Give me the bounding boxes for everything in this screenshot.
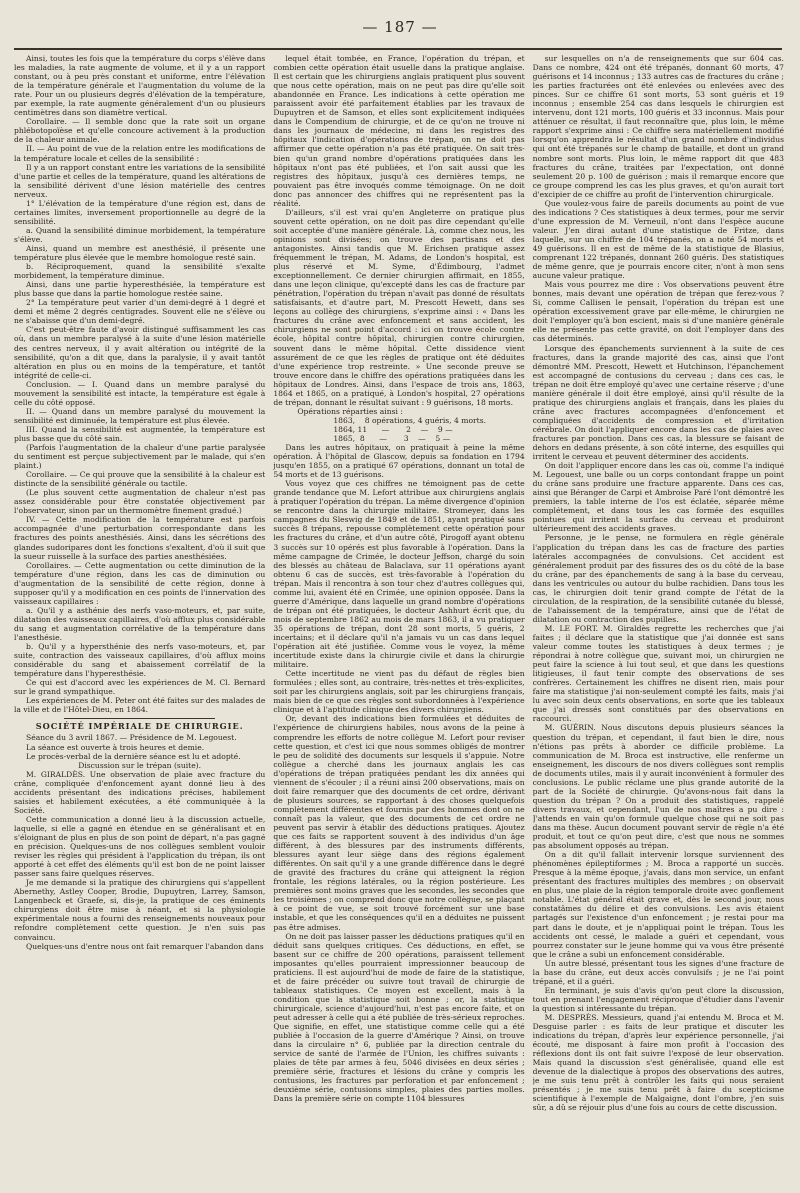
paragraph: M. GIRALDÈS. Une observation de plaie avec fracture du crâne, compliquée d'enfoncement ayant donné lieu à des accidents présentant des indications précises, habilement saisies et habilement exécutées, a été communiquée à la Société. — [14, 769, 266, 815]
paragraph: III. Quand la sensibilité est augmentée, la température est plus basse que du côté sain. — [14, 424, 266, 443]
paragraph: 2° La température peut varier d'un demi-degré à 1 degré et demi et même 2 degrés centigrades. Souvent elle ne s'élève ou ne s'abaisse que d'un demi-degré. — [14, 298, 266, 326]
opening-line: La séance est ouverte à trois heures et demie. — [26, 742, 205, 752]
paragraph: On doit l'appliquer encore dans les cas où, comme l'a indiqué M. Legouest, une balle ou un corps contondant frappe un point du crâne sans produire une fracture apparente. Dans ces cas, ainsi que Béranger de Carpi et Ambroise Paré l'ont démontré les premiers, la table interne de l'os est éclatée, séparée même complétement, et dans tous les cas formée des esquilles pointues qui irritent la surface du cerveau et produiront ultérieurement des accidents graves. — [532, 461, 784, 534]
paragraph: Un autre blessé, présentant tous les signes d'une fracture de la base du crâne, eut deux accès convulsifs ; je ne l'ai point trépané, et il a guéri. — [532, 958, 784, 986]
section-divider — [64, 718, 215, 719]
paragraph: II. — Quand dans un membre paralysé du mouvement la sensibilité est diminuée, la température est plus élevée. — [14, 406, 266, 425]
paragraph: Que voulez-vous faire de pareils documents au point de vue des indications ? Ces statistiques à deux termes, pour me servir d'une expression de M. Verneuil, n'ont dans l'espèce aucune valeur. J'en dirai autant d'une statistique de Fritze, dans laquelle, sur un chiffre de 104 trépanés, on a noté 54 morts et 49 guérisons. Il en est de même de la statistique de Blasius, comprenant 122 trépanés, donnant 260 guéris. Des statistiques de même genre, que je pourrais encore citer, n'ont à mon sens aucune valeur pratique. — [532, 198, 784, 281]
paragraph: Mais vous pourrez me dire : Vos observations peuvent être bonnes, mais devant une opération de trépan que ferez-vous ? Si, comme Callisen le pensait, l'opération du trépan est une opération excessivement grave par elle-même, le chirurgien ne doit l'employer qu'à bon escient, mais si d'une manière générale elle ne présente pas cette gravité, on doit l'employer dans des cas déterminés. — [532, 280, 784, 344]
session-line: Séance du 3 avril 1867. — Présidence de M. Legouest. — [26, 733, 237, 743]
discussion-heading: Discussion sur le trépan (suite). — [78, 760, 202, 770]
paragraph: Corollaire. — Il semble donc que la rate soit un organe phlébotopoïèse et qu'elle concoure activement à la production de la chaleur animale. — [14, 117, 266, 145]
minutes-line: Le procès-verbal de la dernière séance est lu et adopté. — [26, 751, 241, 761]
text-columns — [14, 54, 784, 1182]
paragraph: Conclusion. — I. Quand dans un membre paralysé du mouvement la sensibilité est intacte, la température est égale à celle du côté opposé. — [14, 379, 266, 407]
paragraph: Cette incertitude ne vient pas du défaut de règles bien formulées ; elles sont, au contraire, très-nettes et très-explicites, soit par les chirurgiens anglais, soit par les chirurgiens français, mais bien de ce que ces règles sont subordonnées à l'expérience clinique et à l'aptitude clinique des divers chirurgiens. — [273, 669, 525, 715]
paragraph: Personne, je le pense, ne formulera en règle générale l'application du trépan dans les cas de fracture des parties latérales accompagnées de convulsions. Cet accident est généralement produit par des fissures des os du côté de la base du crâne, par des épanchements de sang à la base du cerveau, dans les ventricules ou autour du bulbe rachidien. Dans tous les cas, le chirurgien doit tenir grand compte de l'état de la circulation, de la respiration, de la sensibilité cutanée du blessé, de l'abaissement de la température, ainsi que de l'état de dilatation ou contraction des pupilles. — [532, 533, 784, 624]
column-middle — [273, 54, 524, 1182]
column-right — [533, 54, 784, 1182]
paragraph: D'ailleurs, s'il est vrai qu'en Angleterre on pratique plus souvent cette opération, on ne doit pas dire cependant qu'elle soit acceptée d'une manière générale. Là, comme chez nous, les opinions sont divisées; on trouve des partisans et des antagonistes. Ainsi tandis que M. Erichsen pratique assez fréquemment le trépan, M. Adams, de London's hospital, est plus réservé et M. Syme, d'Édimbourg, l'admet exceptionnellement. Ce dernier chirurgien affirmait, en 1855, dans une leçon clinique, qu'excepté dans les cas de fracture par pénétration, l'opération du trépan n'avait pas donné de résultats satisfaisants, et d'autre part, M. Prescott Hewett, dans ses leçons au collège des chirurgiens, s'exprime ainsi : « Dans les fractures du crâne avec enfoncement et sans accident, les chirurgiens ne sont point d'accord : ici on trouve école contre école, hôpital contre hôpital, chirurgien contre chirurgien, souvent dans le même hôpital. Cette dissidence vient assurément de ce que les règles de pratique ont été déduites d'une expérience trop restreinte. » Une seconde preuve se trouve encore dans le chiffre des opérations pratiquées dans les hôpitaux de Londres. Ainsi, dans l'espace de trois ans, 1863, 1864 et 1865, on a pratiqué, à London's hospital, 27 opérations de trépan, donnant le résultat suivant : 9 guérisons, 18 morts. — [273, 207, 525, 407]
paragraph: Or, devant des indications bien formulées et déduites de l'expérience de chirurgiens habiles, nous avons de la peine à comprendre les efforts de notre collègue M. Lefort pour reviser cette question, et c'est ici que nous sommes obligés de montrer le peu de solidité des documents sur lesquels il s'appuie. Notre collègue a cherché dans les journaux anglais les cas d'opérations de trépan pratiquées pendant les dix années qui viennent de s'écouler ; il a réuni ainsi 200 observations, mais on doit faire remarquer que des documents de cet ordre, dérivant de plusieurs sources, se rapportant à des choses quelquefois complètement différentes et fournis par des hommes dont on ne connaît pas la valeur, que des documents de cet ordre ne peuvent pas servir à établir des déductions pratiques. Ajoutez que ces faits se rapportent souvent à des individus d'un âge différent, à des blessures par des instruments différents, blessures ayant leur siège dans des régions également différentes. On sait qu'il y a une grande différence dans le degré de gravité des fractures du crâne qui atteignent la région frontale, les régions latérales, ou la région postérieure. Les premières sont moins graves que les secondes, les secondes que les troisièmes ; on comprend donc que notre collègue, se plaçant à ce point de vue, se soit trouvé forcément sur une base instable, et que les conséquences qu'il en a déduites ne puissent pas être admises. — [273, 714, 525, 932]
paragraph: En terminant, je suis d'avis qu'on peut clore la discussion, tout en prenant l'engagement réciproque d'étudier dans l'avenir la question si intéressante du trépan. — [532, 985, 784, 1013]
paragraph: Quelques-uns d'entre nous ont fait remarquer l'abandon dans — [26, 941, 264, 951]
operations-row: 1864, 11 — 2 — 9 — — [333, 424, 453, 434]
paragraph: (Le plus souvent cette augmentation de chaleur n'est pas assez considérable pour être constatée objectivement par l'observateur, sinon par un thermomètre finement gradué.) — [14, 488, 266, 516]
operations-row: 1863, 8 opérations, 4 guéris, 4 morts. — [333, 415, 487, 425]
paragraph: a. Qu'il y a asthénie des nerfs vaso-moteurs, et, par suite, dilatation des vaisseaux capillaires, d'où afflux plus considérable du sang et augmentation corrélative de la température dans l'anesthésie. — [14, 605, 266, 642]
paragraph: a. Quand la sensibilité diminue morbidement, la température s'élève. — [14, 225, 266, 244]
paragraph: Il y a un rapport constant entre les variations de la sensibilité d'une partie et celles de la température, quand les altérations de la sensibilité dérivent d'une lésion matérielle des centres nerveux. — [14, 162, 266, 199]
paragraph: Vous voyez que ces chiffres ne témoignent pas de cette grande tendance que M. Lefort attribue aux chirurgiens anglais à pratiquer l'opération du trépan. La même divergence d'opinion se rencontre dans la chirurgie militaire. Stromeyer, dans les campagnes du Sleswig de 1849 et de 1851, ayant pratiqué sans succès 8 trépans, repousse complètement cette opération pour les fractures du crâne, et d'un autre côté, Pirogoff ayant obtenu 3 succès sur 10 opérés est plus favorable à l'opération. Dans la même campagne de Crimée, le docteur Jeffson, chargé du soin des blessés au château de Balaclava, sur 11 opérations ayant obtenu 6 cas de succès, est très-favorable à l'opération du trépan. Mais il rencontra à son tour chez d'autres collègues qui, comme lui, avaient été en Crimée, une opinion opposée. Dans la guerre d'Amérique, dans laquelle un grand nombre d'opérations de trépan ont été pratiquées, le docteur Ashhurt écrit que, du mois de septembre 1862 au mois de mars 1863, il a vu pratiquer 35 opérations de trépan, dont 28 sont morts, 5 guéris, 2 incertains; et il déclare qu'il n'a jamais vu un cas dans lequel l'opération ait été justifiée. Comme vous le voyez, la même incertitude existe dans la chirurgie civile et dans la chirurgie militaire. — [273, 479, 525, 670]
paragraph: On ne doit pas laisser passer les déductions pratiques qu'il en déduit sans quelques critiques. Ces déductions, en effet, se basent sur ce chiffre de 200 opérations, paraissent tellement imposantes qu'elles pourraient impressionner beaucoup de praticiens. Il est aujourd'hui de mode de faire de la statistique, et de faire précéder ou suivre tout travail de chirurgie de tableaux statistiques. Ce moyen est excellent, mais à la condition que la statistique soit bonne ; or, la statistique chirurgicale, science d'aujourd'hui, n'est pas encore faite, et on peut adresser à celle qui a été publiée de très-sérieux reproches. Que signifie, en effet, une statistique comme celle qui a été publiée à l'occasion de la guerre d'Amérique ? Ainsi, on trouve dans la circulaire n° 6, publiée par la direction centrale du service de santé de l'armée de l'Union, les chiffres suivants : plaies de tête par armes à feu, 5046 divisées en deux séries ; première série, fractures et lésions du crâne y compris les contusions, les fractures par perforation et par enfoncement ; deuxième série, contusions simples, plaies des parties molles. Dans la première série on compte 1104 blessures — [273, 931, 525, 1104]
paragraph: Corollaires. — Cette augmentation ou cette diminution de la température d'une région, dans les cas de diminution ou d'augmentation de la sensibilité de cette région, donne à supposer qu'il y a modification en ces points de l'innervation des vaisseaux capillaires : — [14, 560, 266, 606]
paragraph: b. Réciproquement, quand la sensibilité s'exalte morbidement, la température diminue. — [14, 262, 266, 281]
paragraph: IV. — Cette modification de la température est parfois accompagnée d'une perturbation correspondante dans les fractures des points anesthésiés. Ainsi, dans les sécrétions des glandes sudoripares dont les fonctions s'exaltent, d'où il suit que la sueur ruisselle à la surface des parties anesthésiées. — [14, 515, 266, 561]
paragraph: M. DESPRÈS. Messieurs, quand j'ai entendu M. Broca et M. Desguise parler : es faits de leur pratique et discuter les indications du trépan, d'après leur expérience personnelle, j'ai écouté, me disposant à faire mon profit à l'occasion des réflexions dont ils ont fait suivre l'exposé de leur observation. Mais quand la discussion s'est généralisée, quand elle est devenue de la dialectique à propos des observations des autres, je me suis tenu prêt à contrôler les faits qui nous seraient présentés ; je me suis tenu prêt à faire du scepticisme scientifique à l'exemple de Malgaigne, dont l'ombre, j'en suis sûr, a dû se réjouir plus d'une fois au cours de cette discussion. — [532, 1012, 784, 1113]
operations-intro: Opérations réparties ainsi : — [297, 406, 403, 416]
paragraph: M. GUÉRIN. Nous discutons depuis plusieurs séances la question du trépan, et cependant, il faut bien le dire, nous n'étions pas prêts à aborder ce difficile problème. La communication de M. Broca est instructive, elle renferme un enseignement, les discours de nos divers collègues sont remplis de documents utiles, mais il y aurait inconvénient à formuler des conclusions. Le public réclame une plus grande autorité de la part de la Société de chirurgie. Qu'avons-nous fait dans la question du trépan ? On a produit des statistiques, rappelé divers travaux, et cependant, l'un de nos maîtres a pu dire : J'attends en vain qu'on formule quelque chose qui ne soit pas dans ma thèse. Aucun document pouvant servir de règle n'a été produit, et tout ce qu'on peut dire, c'est que nous ne sommes pas absolument opposés au trépan. — [532, 723, 784, 851]
paragraph: Dans les autres hôpitaux, on pratiquait à peine la même opération. À l'hôpital de Glascow, depuis sa fondation en 1794 jusqu'en 1855, on a pratiqué 67 opérations, donnant un total de 54 morts et de 13 guérisons. — [273, 443, 525, 480]
paragraph: Ainsi, quand un membre est anesthésié, il présente une température plus élevée que le membre homologue resté sain. — [14, 243, 266, 263]
column-left — [14, 54, 265, 1182]
paragraph: sur lesquelles on n'a de renseignements que sur 604 cas. Dans ce nombre, 424 ont été trépanés, donnant 60 morts, 47 guérisons et 14 inconnus ; 133 autres cas de fractures du crâne ; les parties fracturées ont été enlevées ou enlevées avec des pinces. Sur ce chiffre 61 sont morts, 53 sont guéris et 19 inconnus ; ensemble 254 cas dans lesquels le chirurgien est intervenu, dont 121 morts, 100 guéris et 33 inconnus. Mais pour atténuer ce résultat, il faut reconnaître que, plus loin, le même rapport s'exprime ainsi : Ce chiffre sera matériellement modifié lorsqu'on apprendra le résultat d'un grand nombre d'individus qui ont été trépanés sur le champ de bataille, et dont un grand nombre sont morts. Plus loin, le même rapport dit que 483 fractures du crâne, traitées par l'expectation, ont donné seulement 20 p. 100 de guérison ; mais il remarque encore que ce groupe comprend les cas les plus graves, et qu'on aurait tort d'excipier de ce chiffre au profit de l'intervention chirurgicale. — [532, 54, 784, 199]
paragraph: Je me demande si la pratique des chirurgiens qui s'appellent Abernethy, Astley Cooper, Brodie, Dupuytren, Larrey, Samson, Langenbeck et Graefe, si, dis-je, la pratique de ces éminents chirurgiens doit être mise à néant, et si la physiologie expérimentale nous a fourni des renseignements nouveaux pour refondre complètement cette question. Je n'en suis pas convaincu. — [14, 878, 266, 942]
paragraph: Cette communication a donné lieu à la discussion actuelle, laquelle, si elle a gagné en étendue en se généralisant et en s'éloignant de plus en plus de son point de départ, n'a pas gagné en précision. Quelques-uns de nos collègues semblent vouloir reviser les règles qui président à l'application du trépan, ils ont apporté à cet effet des éléments qu'il est bon de ne point laisser passer sans faire quelques réserves. — [14, 814, 266, 879]
operations-row: 1865, 8 — 3 — 5 — — [333, 433, 451, 443]
paragraph: (Parfois l'augmentation de la chaleur d'une partie paralysée du sentiment est perçue subjectivement par le malade, qui s'en plaint.) — [14, 443, 266, 471]
society-heading: SOCIÉTÉ IMPÉRIALE DE CHIRURGIE. — [35, 721, 244, 732]
page-number: — 187 — — [362, 18, 438, 36]
paragraph: Les expériences de M. Peter ont été faites sur des malades de la ville et de l'Hôtel-Dieu, en 1864. — [14, 696, 266, 715]
paragraph: M. LE FORT. M. Giraldès regrette les recherches que j'ai faites ; il déclare que la statistique que j'ai donnée est sans valeur comme toutes les statistiques à deux termes ; je répondrai à notre collègue que, suivant moi, un chirurgien ne peut faire la science à lui tout seul, et que dans les questions litigieuses, il faut tenir compte des observations de ses confrères. Certainement les chiffres ne disent rien, mais pour faire ma statistique j'ai non-seulement compté les faits, mais j'ai lu avec soin deux cents observations, en sorte que les tableaux que j'ai dressés sont constitués par des observations en raccourci. — [532, 623, 784, 724]
paragraph: Ce qui est d'accord avec les expériences de M. Cl. Bernard sur le grand sympathique. — [14, 678, 266, 697]
paragraph: II. — Au point de vue de la relation entre les modifications de la température locale et celles de la sensibilité : — [14, 144, 266, 163]
paragraph: 1° L'élévation de la température d'une région est, dans de certaines limites, inversement proportionnelle au degré de la sensibilité. — [14, 198, 266, 226]
paragraph: C'est peut-être faute d'avoir distingué suffisamment les cas où, dans un membre paralysé à la suite d'une lésion matérielle des centres nerveux, il y avait altération ou intégrité de la sensibilité, qu'on a dit que, dans la paralysie, il y avait tantôt altération en plus ou en moins de la température, et tantôt intégrité de celle-ci. — [14, 325, 266, 380]
paragraph: Lorsque des épanchements surviennent à la suite de ces fractures, dans la grande majorité des cas, ainsi que l'ont démontré MM. Prescott, Hewett et Hutchinson, l'épanchement est accompagné de contusions du cerveau ; dans ces cas, le trépan ne doit être employé qu'avec une certaine réserve ; d'une manière générale il doit être employé, ainsi qu'il résulte de la pratique des chirurgiens anglais et français, dans les plaies du crâne avec fractures accompagnées d'enfoncement et compliquées d'accidents de compression et d'irritation cérébrale. On doit l'appliquer encore dans les cas de plaies avec fractures par ponction. Dans ces cas, la blessure se faisant de dehors en dedans présente, à son côté interne, des esquilles qui irritent le cerveau et peuvent déterminer des accidents. — [532, 343, 784, 462]
paragraph: Ainsi, dans une partie hyperesthésiée, la température est plus basse que dans la partie homologue restée saine. — [14, 280, 266, 299]
header-rule — [14, 48, 782, 50]
paragraph: Corollaire. — Ce qui prouve que la sensibilité à la chaleur est distincte de la sensibilité générale ou tactile. — [14, 470, 266, 489]
page-header — [0, 14, 800, 44]
paragraph: On a dit qu'il fallait intervenir lorsque surviennent des phénomènes épileptiformes ; M. Broca a rapporté un succès. Presque à la même époque, j'avais, dans mon service, un enfant présentant des fractures multiples des membres ; on observait en plus, une plaie de la région temporale droite avec gonflement notable. L'état général était grave et, dès le second jour, nous constatâmes du délire et des convulsions. Les avis étaient partagés sur l'existence d'un enfoncement ; je restai pour ma part dans le doute, et je n'appliquai point le trépan. Tous les accidents ont cessé, le malade a guéri et cependant, vous pourrez constater sur le jeune homme qui va vous être présenté que le crâne a subi un enfoncement considérable. — [532, 850, 784, 959]
paragraph: b. Qu'il y a hypersthénie des nerfs vaso-moteurs, et, par suite, contraction des vaisseaux capillaires, d'où afflux moins considérable du sang et abaissement corrélatif de la température dans l'hyperesthésie. — [14, 642, 266, 679]
paragraph: Ainsi, toutes les fois que la température du corps s'élève dans les maladies, la rate augmente de volume, et il y a un rapport constant, ou à peu près constant et uniforme, entre l'élévation de la température générale et l'augmentation du volume de la rate. Pour un ou plusieurs degrés d'élévation de la température, par exemple, la rate augmente généralement d'un ou plusieurs centimètres dans son diamètre vertical. — [14, 54, 266, 118]
paragraph: lequel était tombée, en France, l'opération du trépan, et combien cette opération était usuelle dans la pratique anglaise. Il est certain que les chirurgiens anglais pratiquent plus souvent que nous cette opération, mais on ne peut pas dire qu'elle soit abandonnée en France. Les indications à cette opération me paraissent avoir été parfaitement établies par les travaux de Dupuytren et de Samson, et elles sont explicitement indiquées dans le Compendium de chirurgie, et de ce qu'on ne trouve ni dans les journaux de médecine, ni dans les registres des hôpitaux l'indication d'opérations de trépan, on ne doit pas affirmer que cette opération n'a pas été pratiquée. On sait très-bien qu'un grand nombre d'opérations pratiquées dans les hôpitaux n'ont pas été publiées, et l'on sait aussi que les registres des hôpitaux, jusqu'à ces dernières temps, ne pouvaient pas être invoqués comme témoignage. On ne doit donc pas annoncer des chiffres qui ne représentent pas la réalité. — [273, 54, 525, 208]
